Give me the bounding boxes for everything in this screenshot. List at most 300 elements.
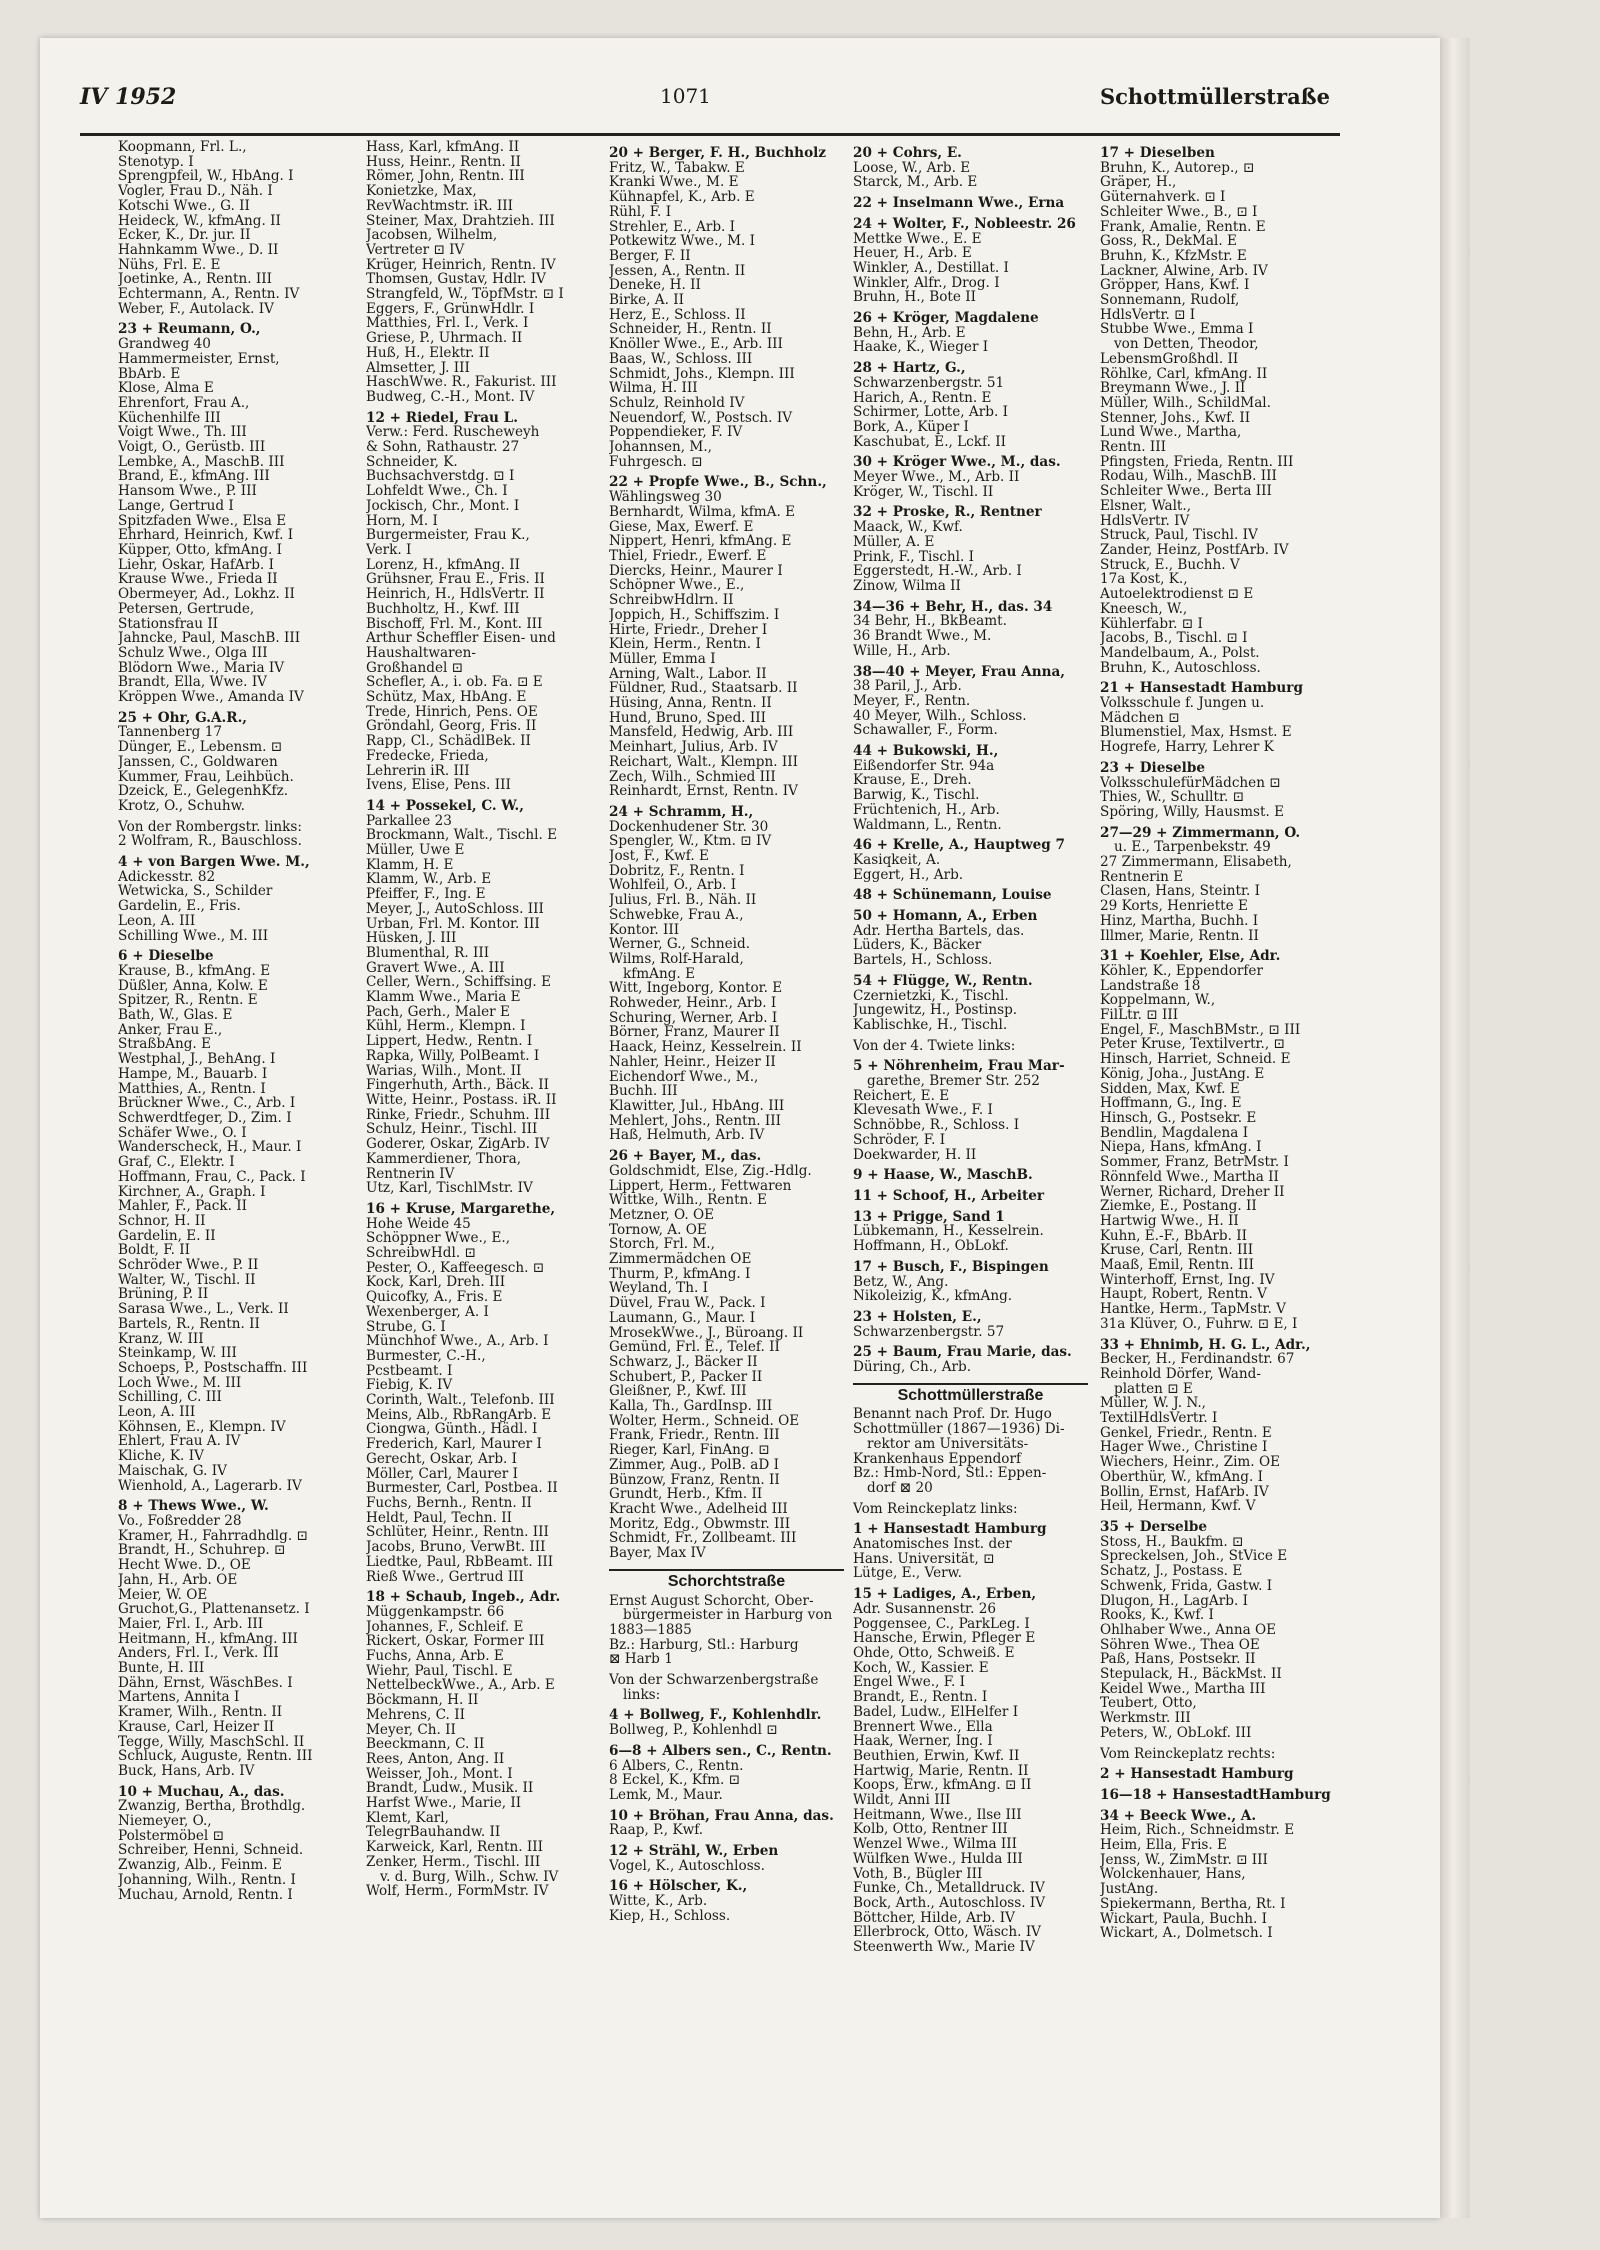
directory-entry: Heitmann, H., kfmAng. III	[118, 1631, 298, 1647]
directory-entry: Schwarz, J., Bäcker II	[609, 1354, 758, 1370]
directory-entry: Harich, A., Rentn. E	[853, 390, 992, 406]
directory-entry: Wickart, A., Dolmetsch. I	[1100, 1926, 1273, 1941]
directory-entry: Jenss, W., ZimMstr. ⊡ III	[1100, 1852, 1268, 1868]
directory-entry: 9 + Haase, W., MaschB.	[853, 1168, 1033, 1183]
directory-entry: 25 + Baum, Frau Marie, das.	[853, 1345, 1072, 1361]
directory-entry: Gruchot,G., Plattenansetz. I	[118, 1602, 310, 1617]
directory-entry: Münchhof Wwe., A., Arb. I	[366, 1334, 549, 1349]
directory-entry: Lippert, Hedw., Rentn. I	[366, 1034, 533, 1049]
directory-entry: Rieß Wwe., Gertrud III	[366, 1569, 524, 1585]
directory-entry: Werner, G., Schneid.	[609, 937, 751, 952]
directory-entry: Jost, F., Kwf. E	[609, 849, 709, 864]
page-edge	[1442, 38, 1470, 2218]
directory-entry: Klawitter, Jul., HbAng. III	[609, 1099, 785, 1114]
directory-entry: 8 Eckel, K., Kfm. ⊡	[609, 1773, 741, 1788]
directory-entry: Volksschule f. Jungen u.	[1100, 696, 1265, 711]
directory-entry: 40 Meyer, Wilh., Schloss.	[853, 708, 1027, 724]
directory-entry: Zwanzig, Alb., Feinm. E	[118, 1858, 282, 1873]
directory-entry: Corinth, Walt., Telefonb. III	[366, 1393, 555, 1408]
directory-entry: Hund, Bruno, Sped. III	[609, 710, 767, 726]
directory-entry: Jacobs, B., Tischl. ⊡ I	[1100, 631, 1248, 646]
directory-entry: Beeckmann, C. II	[366, 1737, 485, 1752]
directory-entry: Wülfken Wwe., Hulda III	[853, 1851, 1023, 1867]
directory-entry: Wexenberger, A. I	[366, 1304, 489, 1320]
directory-entry: Kolb, Otto, Rentner III	[853, 1822, 1008, 1838]
directory-entry: Burmester, C.-H.,	[366, 1348, 486, 1364]
directory-entry: Engel, F., MaschBMstr., ⊡ III	[1100, 1022, 1301, 1038]
directory-entry: Strehler, E., Arb. I	[609, 219, 736, 235]
directory-entry: Bartels, H., Schloss.	[853, 953, 993, 968]
directory-entry: Kranz, W. III	[118, 1331, 204, 1347]
directory-entry: Bayer, Max IV	[609, 1546, 706, 1561]
directory-entry: Meyer, J., AutoSchloss. III	[366, 901, 544, 917]
directory-entry: Graf, C., Elektr. I	[118, 1155, 235, 1170]
directory-entry: NettelbeckWwe., A., Arb. E	[366, 1678, 555, 1694]
directory-entry: v. d. Burg, Wilh., Schw. IV	[380, 1869, 559, 1885]
directory-entry: Haake, K., Wieger I	[853, 340, 989, 356]
directory-entry: Kröppen Wwe., Amanda IV	[118, 690, 304, 705]
directory-entry: 44 + Bukowski, H.,	[853, 744, 999, 759]
directory-entry: Sidden, Max, Kwf. E	[1100, 1081, 1240, 1097]
directory-entry: Früchtenich, H., Arb.	[853, 802, 1000, 818]
directory-entry: Bock, Arth., Autoschloss. IV	[853, 1895, 1046, 1911]
directory-entry: Anatomisches Inst. der	[853, 1537, 1012, 1552]
column-4	[853, 140, 1088, 2200]
directory-entry: Wolckenhauer, Hans,	[1100, 1867, 1246, 1883]
directory-entry: Krause, B., kfmAng. E	[118, 963, 271, 979]
directory-entry: Schatz, J., Postass. E	[1100, 1564, 1243, 1579]
page-number: 1071	[660, 84, 711, 108]
directory-entry: LebensmGroßhdl. II	[1100, 351, 1239, 367]
directory-entry: Thomsen, Gustav, Hdlr. IV	[366, 272, 546, 288]
directory-entry: Klemt, Karl,	[366, 1810, 449, 1826]
directory-entry: Witte, K., Arb.	[609, 1894, 708, 1909]
directory-entry: garethe, Bremer Str. 252	[867, 1074, 1040, 1089]
directory-entry: Mandelbaum, A., Polst.	[1100, 645, 1260, 661]
directory-entry: Schmidt, Fr., Zollbeamt. III	[609, 1531, 797, 1547]
directory-entry: Möller, Carl, Maurer I	[366, 1466, 518, 1482]
directory-entry: Sommer, Franz, BetrMstr. I	[1100, 1155, 1289, 1170]
directory-entry: Spöring, Willy, Hausmst. E	[1100, 804, 1285, 820]
directory-entry: Wetwicka, S., Schilder	[118, 884, 273, 900]
directory-entry: Obermeyer, Ad., Lokhz. II	[118, 587, 295, 602]
directory-entry: 34—36 + Behr, H., das. 34	[853, 599, 1053, 615]
directory-entry: 33 + Ehnimb, H. G. L., Adr.,	[1100, 1337, 1311, 1353]
directory-entry: Starck, M., Arb. E	[853, 175, 978, 191]
directory-entry: Goderer, Oskar, ZigArb. IV	[366, 1137, 550, 1152]
directory-entry: Verw.: Ferd. Ruscheweyh	[366, 425, 540, 441]
directory-entry: Schottmüller (1867—1936) Di-	[853, 1422, 1065, 1437]
directory-entry: Thurm, P., kfmAng. I	[609, 1266, 751, 1282]
directory-entry: Gröpper, Hans, Kwf. I	[1100, 278, 1250, 294]
directory-entry: Behn, H., Arb. E	[853, 325, 966, 341]
directory-entry: Lund Wwe., Martha,	[1100, 425, 1242, 441]
directory-entry: 17a Kost, K.,	[1100, 572, 1188, 588]
directory-entry: Ehlert, Frau A. IV	[118, 1434, 241, 1450]
directory-entry: Rodau, Wilh., MaschB. III	[1100, 469, 1277, 485]
directory-entry: Rapp, Cl., SchädlBek. II	[366, 734, 531, 749]
directory-entry: Heim, Rich., Schneidmstr. E	[1100, 1823, 1295, 1839]
directory-entry: 2 Wolfram, R., Bauschloss.	[118, 834, 302, 850]
directory-entry: Kramer, H., Fahrradhdlg. ⊡	[118, 1528, 308, 1544]
directory-entry: Kracht Wwe., Adelheid III	[609, 1501, 788, 1517]
directory-entry: Schilling Wwe., M. III	[118, 928, 269, 944]
directory-entry: Lohfeldt Wwe., Ch. I	[366, 484, 508, 499]
directory-entry: Storch, Frl. M.,	[609, 1237, 715, 1253]
directory-entry: 24 + Schramm, H.,	[609, 804, 754, 820]
directory-entry: Stubbe Wwe., Emma I	[1100, 322, 1254, 338]
directory-entry: Schöpner Wwe., E.,	[609, 578, 745, 594]
directory-entry: 32 + Proske, R., Rentner	[853, 505, 1042, 521]
directory-entry: 54 + Flügge, W., Rentn.	[853, 973, 1033, 989]
column-1	[118, 140, 353, 2200]
directory-entry: Kuhn, E.-F., BbArb. II	[1100, 1228, 1247, 1244]
directory-entry: Maier, Frl. I., Arb. III	[118, 1616, 264, 1632]
directory-entry: Kühlerfabr. ⊡ I	[1100, 616, 1203, 632]
directory-entry: Schawaller, F., Form.	[853, 723, 998, 739]
directory-entry: Bruhn, K., KfzMstr. E	[1100, 248, 1247, 264]
directory-entry: 34 Behr, H., BkBeamt.	[853, 614, 1007, 630]
directory-entry: Lüders, K., Bäcker	[853, 938, 982, 954]
header-rule	[80, 133, 1340, 136]
directory-entry: Krotz, O., Schuhw.	[118, 798, 245, 814]
directory-entry: Mansfeld, Hedwig, Arb. III	[609, 725, 794, 741]
directory-entry: Stepulack, H., BäckMst. II	[1100, 1667, 1282, 1682]
directory-entry: Jessen, A., Rentn. II	[609, 263, 746, 279]
directory-entry: Heuer, H., Arb. E	[853, 246, 972, 261]
directory-entry: Güternahverk. ⊡ I	[1100, 190, 1226, 205]
directory-entry: Burmester, Carl, Postbea. II	[366, 1481, 558, 1496]
directory-entry: Maaß, Emil, Rentn. III	[1100, 1258, 1255, 1273]
directory-entry: links:	[623, 1687, 661, 1703]
directory-entry: Haupt, Robert, Rentn. V	[1100, 1287, 1268, 1303]
directory-entry: Reichart, Walt., Klempn. III	[609, 754, 799, 770]
directory-entry: Birke, A. II	[609, 293, 684, 308]
directory-entry: Wolf, Herm., FormMstr. IV	[366, 1884, 549, 1899]
directory-entry: Matthies, Frl. I., Verk. I	[366, 316, 529, 332]
directory-entry: Brandt, Ella, Wwe. IV	[118, 675, 268, 691]
directory-entry: Rooks, K., Kwf. I	[1100, 1608, 1214, 1623]
directory-entry: Liehr, Oskar, HafArb. I	[118, 557, 274, 573]
directory-entry: Schulz Wwe., Olga III	[118, 645, 268, 661]
directory-entry: Knöller Wwe., E., Arb. III	[609, 337, 783, 352]
directory-entry: Hansche, Erwin, Pfleger E	[853, 1631, 1036, 1646]
directory-entry: Buck, Hans, Arb. IV	[118, 1763, 255, 1779]
running-head-street: Schottmüllerstraße	[1099, 84, 1330, 109]
directory-entry: 29 Korts, Henriette E	[1100, 899, 1248, 914]
directory-entry: Weisser, Joh., Mont. I	[366, 1766, 513, 1782]
directory-entry: Heim, Ella, Fris. E	[1100, 1838, 1227, 1853]
street-heading: Schorchtstraße	[609, 1569, 844, 1590]
column-2	[366, 140, 601, 2200]
directory-entry: Koops, Erw., kfmAng. ⊡ II	[853, 1778, 1032, 1794]
directory-entry: Zech, Wilh., Schmied III	[609, 769, 776, 785]
directory-entry: Hohe Weide 45	[366, 1216, 471, 1232]
directory-entry: Schirmer, Lotte, Arb. I	[853, 405, 1008, 420]
directory-entry: 20 + Cohrs, E.	[853, 146, 962, 161]
directory-entry: bürgermeister in Harburg von	[623, 1608, 833, 1623]
directory-entry: 27—29 + Zimmermann, O.	[1100, 825, 1301, 841]
directory-entry: Kummer, Frau, Leihbüch.	[118, 769, 294, 785]
directory-entry: Brückner Wwe., C., Arb. I	[118, 1096, 296, 1111]
directory-entry: Reichert, E. E	[853, 1088, 950, 1104]
directory-entry: 6 Albers, C., Rentn.	[609, 1758, 744, 1774]
directory-entry: Küchenhilfe III	[118, 410, 221, 426]
directory-entry: Goss, R., DekMal. E	[1100, 234, 1237, 249]
directory-entry: Winkler, Alfr., Drog. I	[853, 275, 1000, 291]
directory-entry: Küpper, Otto, kfmAng. I	[118, 542, 283, 558]
directory-entry: 20 + Berger, F. H., Buchholz	[609, 146, 827, 161]
directory-entry: Rönnfeld Wwe., Martha II	[1100, 1169, 1279, 1185]
directory-entry: Dlugon, H., LagArb. I	[1100, 1593, 1248, 1609]
directory-entry: Schleiter Wwe., Berta III	[1100, 484, 1272, 499]
directory-entry: Arning, Walt., Labor. II	[609, 666, 767, 682]
directory-entry: Schneider, H., Rentn. II	[609, 322, 772, 338]
directory-entry: Zimmer, Aug., PolB. aD I	[609, 1457, 779, 1473]
directory-entry: Hoffmann, H., ObLokf.	[853, 1239, 1009, 1254]
column-5	[1100, 140, 1335, 2200]
directory-entry: Heitmann, Wwe., Ilse III	[853, 1807, 1022, 1823]
directory-entry: Klamm, W., Arb. E	[366, 872, 492, 888]
directory-entry: 23 + Dieselbe	[1100, 760, 1205, 776]
directory-entry: Schwarzenbergstr. 57	[853, 1324, 1005, 1340]
directory-entry: Sonnemann, Rudolf,	[1100, 293, 1240, 308]
directory-entry: Heil, Hermann, Kwf. V	[1100, 1499, 1256, 1514]
directory-entry: Grundt, Herb., Kfm. II	[609, 1487, 763, 1502]
directory-entry: 12 + Strähl, W., Erben	[609, 1844, 779, 1859]
directory-entry: Schröder, F. I	[853, 1132, 946, 1148]
directory-entry: Werkmstr. III	[1100, 1711, 1191, 1726]
directory-entry: 1883—1885	[609, 1622, 692, 1638]
directory-entry: Bendlin, Magdalena I	[1100, 1125, 1249, 1141]
directory-entry: JustAng.	[1100, 1882, 1159, 1897]
directory-entry: Brandt, Ludw., Musik. II	[366, 1781, 534, 1797]
directory-entry: Betz, W., Ang.	[853, 1274, 949, 1290]
directory-entry: Stenotyp. I	[118, 154, 194, 170]
directory-entry: Walter, W., Tischl. II	[118, 1272, 256, 1288]
directory-entry: Düring, Ch., Arb.	[853, 1360, 972, 1375]
directory-entry: Haak, Werner, Ing. I	[853, 1734, 993, 1749]
directory-entry: Jungewitz, H., Postinsp.	[853, 1003, 1018, 1018]
directory-entry: Gerecht, Oskar, Arb. I	[366, 1451, 518, 1467]
directory-entry: Voth, B., Bügler III	[853, 1866, 983, 1882]
directory-entry: Kirchner, A., Graph. I	[118, 1184, 266, 1200]
directory-entry: Düßler, Anna, Kolw. E	[118, 978, 268, 994]
directory-entry: Dähn, Ernst, WäschBes. I	[118, 1675, 293, 1691]
directory-entry: Blumenthal, R. III	[366, 945, 490, 961]
directory-entry: Weyland, Th. I	[609, 1281, 708, 1297]
directory-entry: Johannsen, M.,	[609, 440, 712, 455]
directory-entry: SchreibwHdlrn. II	[609, 593, 734, 608]
directory-entry: Schreiber, Henni, Schneid.	[118, 1843, 304, 1859]
directory-entry: Wählingsweg 30	[609, 490, 722, 505]
directory-entry: Kühl, Herm., Klempn. I	[366, 1019, 526, 1035]
directory-entry: Hüsing, Anna, Rentn. II	[609, 696, 772, 711]
directory-entry: Witt, Ingeborg, Kontor. E	[609, 981, 783, 997]
directory-entry: Ecker, K., Dr. jur. II	[118, 228, 251, 243]
directory-entry: Von der Rombergstr. links:	[118, 819, 302, 835]
directory-entry: Loose, W., Arb. E	[853, 160, 971, 176]
directory-entry: Großhandel ⊡	[366, 660, 464, 676]
directory-entry: HaschWwe. R., Fakurist. III	[366, 375, 557, 390]
directory-entry: 27 Zimmermann, Elisabeth,	[1100, 855, 1292, 870]
directory-entry: Müller, Uwe E	[366, 843, 465, 858]
directory-entry: Vogel, K., Autoschloss.	[609, 1858, 765, 1874]
directory-entry: Bartels, R., Rentn. II	[118, 1316, 260, 1332]
directory-entry: 26 + Kröger, Magdalene	[853, 311, 1039, 326]
directory-entry: Meyer Wwe., M., Arb. II	[853, 470, 1020, 485]
directory-entry: Adr. Hertha Bartels, das.	[853, 923, 1025, 939]
directory-entry: Voigt, O., Gerüstb. III	[118, 440, 266, 455]
directory-entry: Bruhn, H., Bote II	[853, 290, 976, 306]
directory-entry: Meins, Alb., RbRangArb. E	[366, 1407, 552, 1423]
directory-entry: Huss, Heinr., Rentn. II	[366, 154, 521, 170]
directory-entry: Lange, Gertrud I	[118, 498, 234, 514]
directory-entry: 4 + Bollweg, F., Kohlenhdlr.	[609, 1708, 822, 1724]
directory-entry: Kaschubat, E., Lckf. II	[853, 434, 1006, 450]
directory-entry: Fredecke, Frieda,	[366, 748, 489, 764]
directory-entry: MrosekWwe., J., Büroang. II	[609, 1325, 804, 1341]
directory-entry: Pester, O., Kaffeegesch. ⊡	[366, 1260, 545, 1276]
directory-entry: Fuchs, Bernh., Rentn. II	[366, 1495, 532, 1511]
directory-entry: 10 + Bröhan, Frau Anna, das.	[609, 1808, 834, 1824]
directory-entry: Hansom Wwe., P. III	[118, 484, 257, 499]
directory-entry: Gardelin, E. II	[118, 1228, 216, 1244]
directory-entry: Böckmann, H. II	[366, 1693, 479, 1708]
directory-entry: Vom Reinckeplatz links:	[853, 1501, 1018, 1517]
directory-entry: HdlsVertr. IV	[1100, 513, 1190, 529]
directory-entry: Bollin, Ernst, HafArb. IV	[1100, 1484, 1269, 1500]
directory-entry: 46 + Krelle, A., Hauptweg 7	[853, 838, 1065, 853]
directory-entry: Kiep, H., Schloss.	[609, 1908, 731, 1924]
directory-entry: Ernst August Schorcht, Ober-	[609, 1593, 814, 1609]
directory-entry: Stationsfrau II	[118, 616, 219, 632]
directory-entry: Wickart, Paula, Buchh. I	[1100, 1911, 1268, 1927]
directory-entry: Mettke Wwe., E. E	[853, 231, 982, 247]
directory-entry: Hinsch, Harriet, Schneid. E	[1100, 1052, 1291, 1067]
directory-entry: Weber, F., Autolack. IV	[118, 301, 274, 317]
directory-entry: 15 + Ladiges, A., Erben,	[853, 1587, 1037, 1602]
directory-entry: 2 + Hansestadt Hamburg	[1100, 1767, 1294, 1782]
directory-entry: 26 + Bayer, M., das.	[609, 1149, 762, 1164]
directory-entry: 34 + Beeck Wwe., A.	[1100, 1808, 1257, 1824]
directory-entry: Frederich, Karl, Maurer I	[366, 1437, 542, 1452]
directory-entry: Schleiter Wwe., B., ⊡ I	[1100, 204, 1258, 220]
directory-entry: 11 + Schoof, H., Arbeiter	[853, 1189, 1045, 1204]
directory-entry: Anker, Frau E.,	[118, 1022, 223, 1038]
directory-entry: Bz.: Hmb-Nord, Stl.: Eppen-	[853, 1466, 1047, 1481]
directory-entry: Janssen, C., Goldwaren	[118, 754, 278, 770]
directory-entry: TelegrBauhandw. II	[366, 1825, 501, 1841]
directory-entry: 1 + Hansestadt Hamburg	[853, 1522, 1047, 1538]
directory-entry: 50 + Homann, A., Erben	[853, 909, 1038, 924]
directory-entry: Westphal, J., BehAng. I	[118, 1052, 276, 1067]
directory-entry: Anders, Frl. I., Verk. III	[118, 1646, 279, 1662]
directory-entry: Rickert, Oskar, Former III	[366, 1634, 545, 1650]
directory-entry: 24 + Wolter, F., Nobleestr. 26	[853, 216, 1076, 232]
directory-entry: Peter Kruse, Textilvertr., ⊡	[1100, 1037, 1285, 1053]
directory-entry: 4 + von Bargen Wwe. M.,	[118, 855, 310, 870]
directory-entry: Boldt, F. II	[118, 1243, 191, 1259]
directory-entry: Hinz, Martha, Buchh. I	[1100, 913, 1259, 929]
directory-entry: Schoeps, P., Postschaffn. III	[118, 1360, 308, 1376]
directory-entry: Bath, W., Glas. E	[118, 1008, 233, 1023]
directory-entry: Struck, Paul, Tischl. IV	[1100, 528, 1258, 543]
directory-entry: Heldt, Paul, Techn. II	[366, 1510, 512, 1526]
directory-entry: Schnöbbe, R., Schloss. I	[853, 1118, 1020, 1133]
directory-entry: Paß, Hans, Postsekr. II	[1100, 1652, 1256, 1668]
directory-entry: Hammermeister, Ernst,	[118, 351, 280, 367]
directory-entry: Schütz, Max, HbAng. E	[366, 690, 527, 705]
directory-entry: 5 + Nöhrenheim, Frau Mar-	[853, 1059, 1065, 1075]
directory-entry: Schäfer Wwe., O. I	[118, 1125, 247, 1141]
directory-entry: Lübkemann, H., Kesselrein.	[853, 1224, 1044, 1240]
directory-entry: Kock, Karl, Dreh. III	[366, 1275, 506, 1291]
directory-entry: Ehrhard, Heinrich, Kwf. I	[118, 528, 294, 543]
directory-entry: Fritz, W., Tabakw. E	[609, 160, 745, 176]
directory-entry: Kliche, K. IV	[118, 1449, 204, 1464]
directory-entry: Müggenkampstr. 66	[366, 1604, 505, 1620]
directory-entry: Hampe, M., Bauarb. I	[118, 1066, 268, 1082]
directory-entry: Zander, Heinz, PostfArb. IV	[1100, 542, 1289, 558]
directory-entry: Doekwarder, H. II	[853, 1147, 977, 1163]
directory-entry: Keidel Wwe., Martha III	[1100, 1681, 1266, 1697]
directory-entry: Meinhart, Julius, Arb. IV	[609, 740, 778, 755]
directory-entry: Moritz, Edg., Obwmstr. III	[609, 1516, 791, 1532]
directory-entry: Blumenstiel, Max, Hsmst. E	[1100, 725, 1292, 741]
directory-entry: Elsner, Walt.,	[1100, 498, 1192, 514]
directory-entry: Heideck, W., kfmAng. II	[118, 213, 281, 229]
directory-entry: Griese, P., Uhrmach. II	[366, 331, 523, 346]
directory-entry: 23 + Holsten, E.,	[853, 1309, 982, 1325]
directory-entry: Brand, E., kfmAng. III	[118, 469, 270, 485]
directory-entry: Thiel, Friedr., Ewerf. E	[609, 548, 767, 564]
directory-entry: Heinrich, H., HdlsVertr. II	[366, 587, 545, 602]
directory-entry: Schwebke, Frau A.,	[609, 907, 744, 923]
directory-entry: Pach, Gerh., Maler E	[366, 1004, 510, 1020]
directory-entry: Rieger, Karl, FinAng. ⊡	[609, 1443, 770, 1458]
directory-entry: Berger, F. II	[609, 248, 691, 264]
directory-entry: Müller, A. E	[853, 534, 935, 550]
directory-entry: Trede, Hinrich, Pens. OE	[366, 704, 538, 720]
directory-entry: Spengler, W., Ktm. ⊡ IV	[609, 834, 772, 850]
directory-entry: Niemeyer, O.,	[118, 1814, 212, 1829]
directory-entry: Klose, Alma E	[118, 381, 214, 396]
directory-entry: Leon, A. III	[118, 913, 196, 929]
directory-entry: Bunte, H. III	[118, 1661, 205, 1676]
directory-entry: 38 Paril, J., Arb.	[853, 679, 962, 694]
directory-entry: Klamm, H. E	[366, 857, 454, 873]
directory-entry: Lemk, M., Maur.	[609, 1787, 723, 1803]
directory-entry: Hans. Universität, ⊡	[853, 1551, 995, 1567]
directory-entry: Hüsken, J. III	[366, 931, 457, 946]
directory-entry: Nikoleizig, K., kfmAng.	[853, 1289, 1013, 1304]
directory-entry: Kramer, Wilh., Rentn. II	[118, 1705, 283, 1720]
directory-entry: 10 + Muchau, A., das.	[118, 1784, 285, 1800]
directory-entry: Pfingsten, Frieda, Rentn. III	[1100, 454, 1294, 470]
directory-entry: Vertreter ⊡ IV	[366, 242, 465, 258]
directory-entry: Vom Reinckeplatz rechts:	[1100, 1746, 1276, 1762]
directory-entry: Johanning, Wilh., Rentn. I	[118, 1872, 296, 1888]
directory-entry: Barwig, K., Tischl.	[853, 788, 980, 803]
directory-entry: Krause, E., Dreh.	[853, 773, 972, 789]
directory-entry: 36 Brandt Wwe., M.	[853, 629, 992, 644]
directory-entry: SchreibwHdl. ⊡	[366, 1246, 476, 1261]
directory-entry: Brüning, P. II	[118, 1287, 209, 1303]
directory-entry: Budweg, C.-H., Mont. IV	[366, 389, 535, 405]
directory-entry: Warias, Wilh., Mont. II	[366, 1063, 522, 1079]
directory-entry: Hager Wwe., Christine I	[1100, 1440, 1268, 1456]
